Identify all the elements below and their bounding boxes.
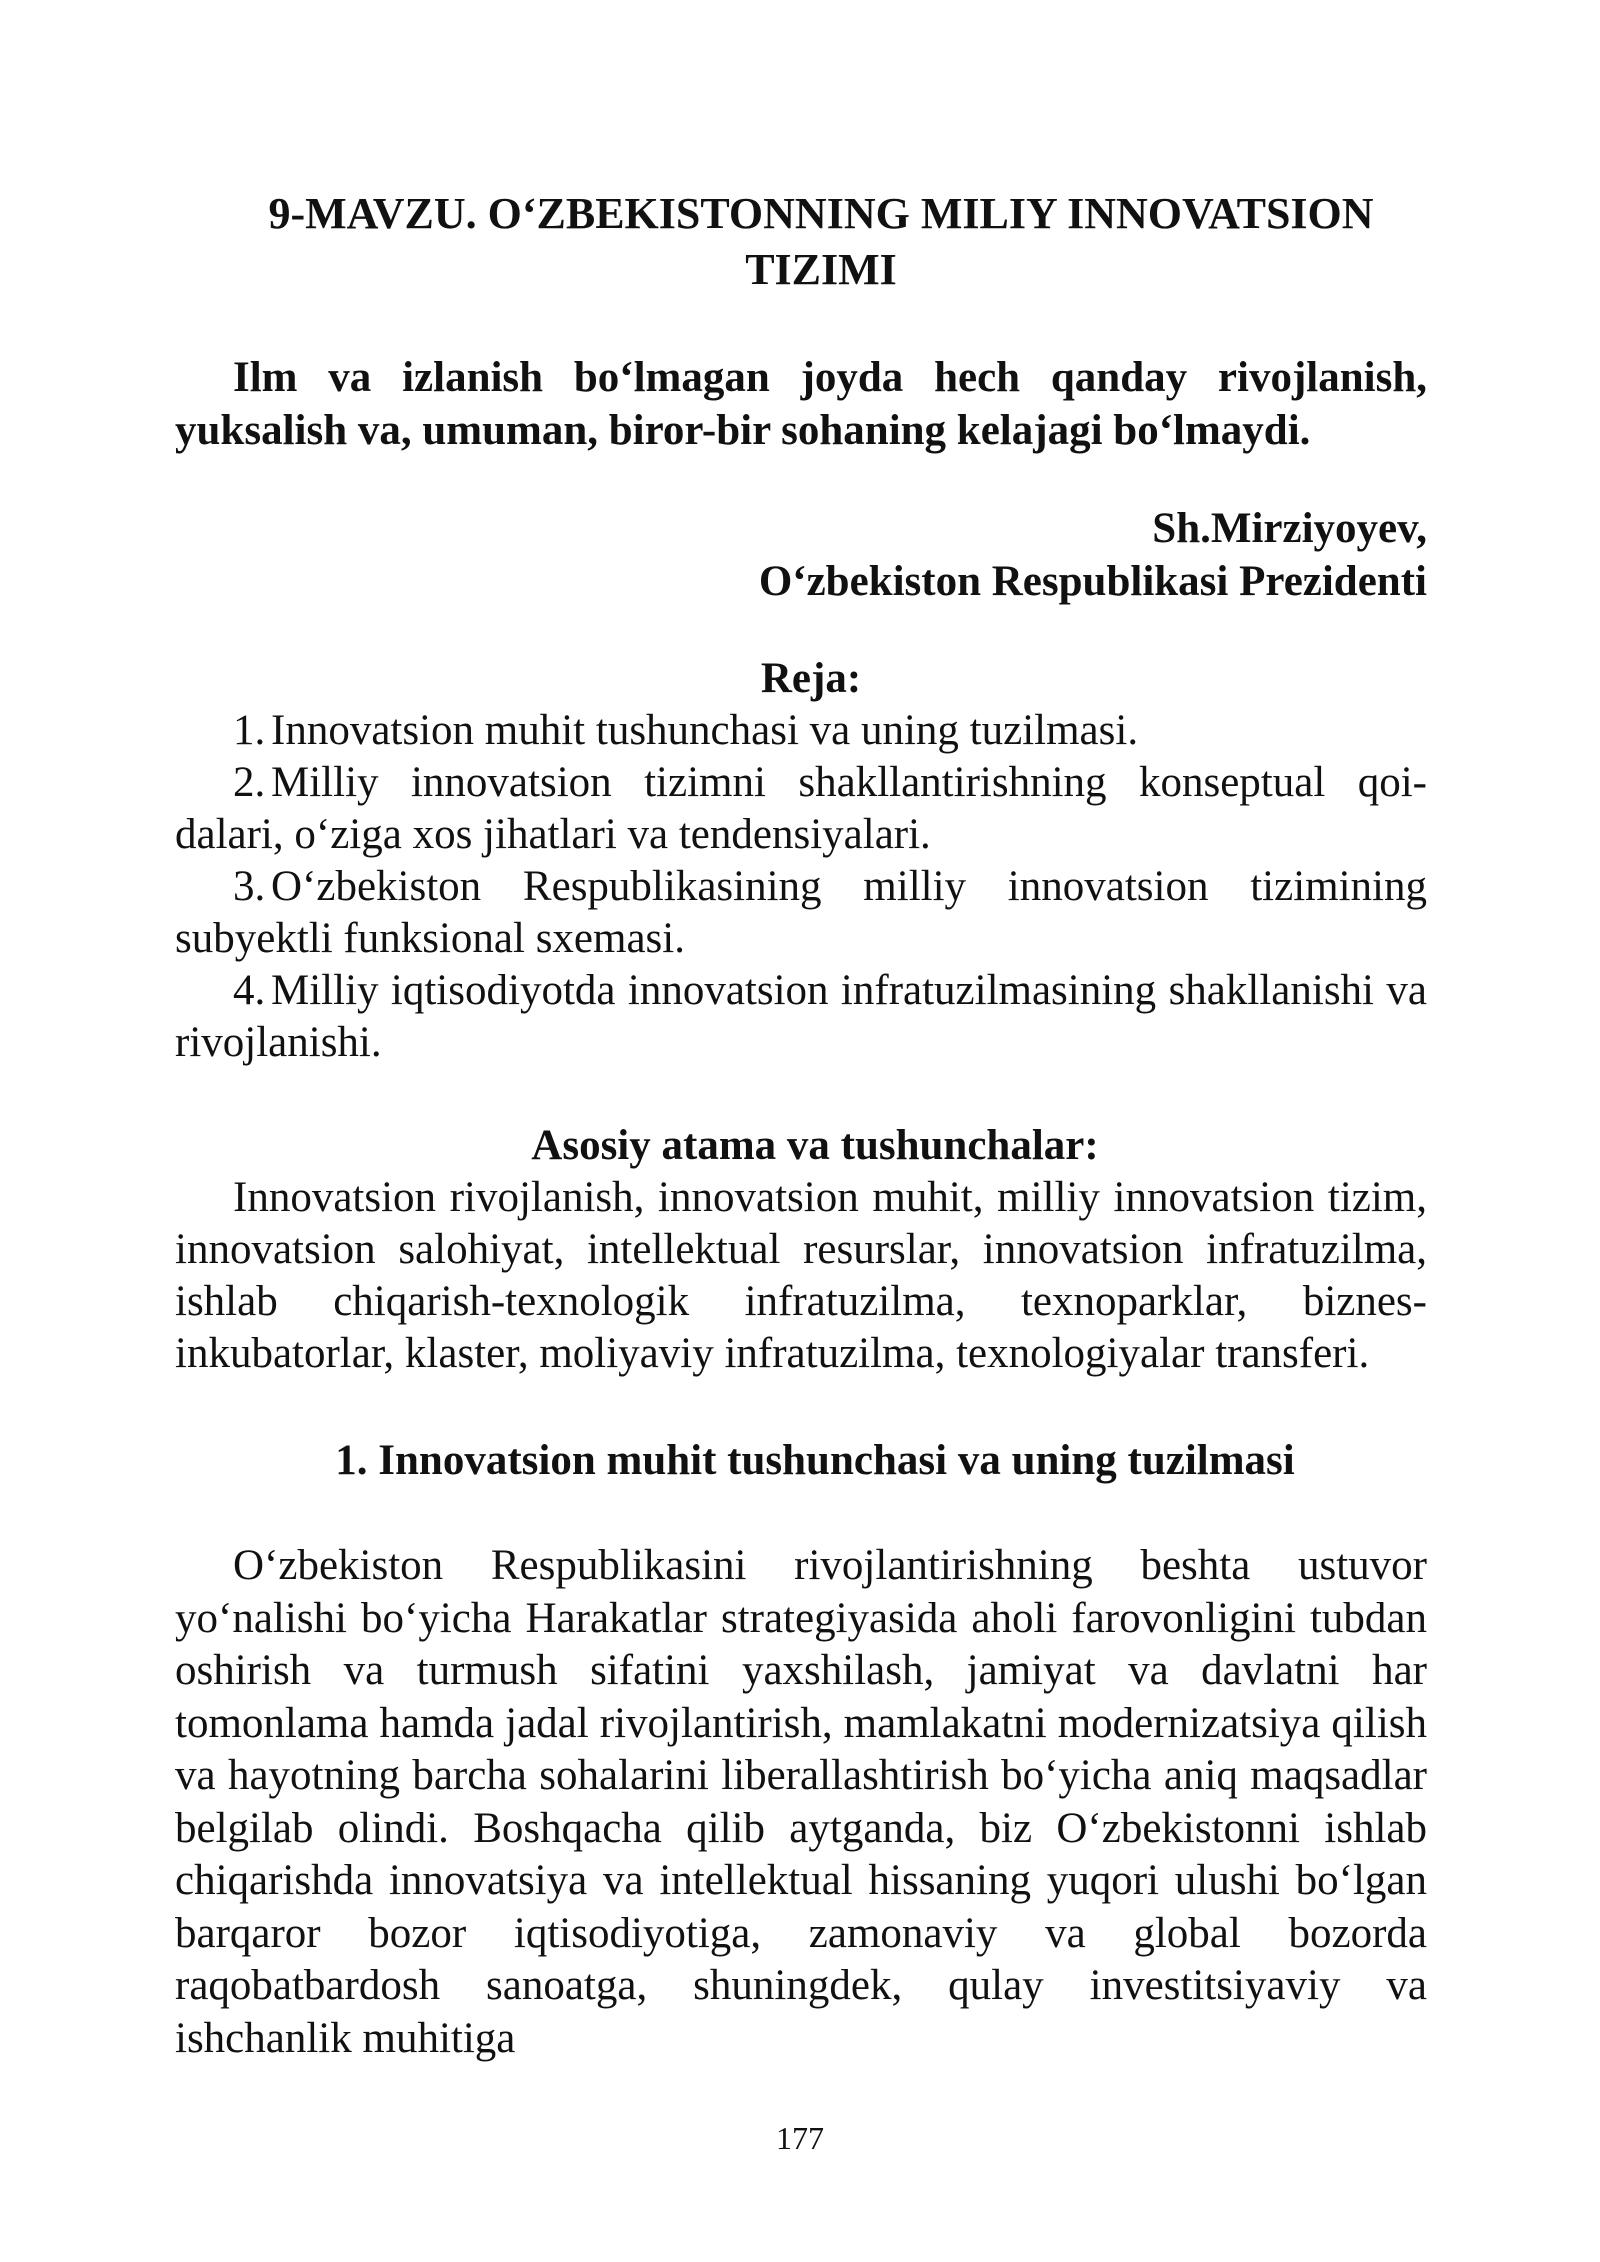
author-name: Sh.Mirziyoyev,	[1152, 505, 1427, 552]
epigraph-quote: Ilm va izlanish bo‘lmagan joyda hech qanday rivojlanish, yuksalish va, umuman, biror-bir sohaning kelajagi bo‘lmaydi.	[175, 354, 1427, 454]
plan-item-number: 1.	[233, 707, 266, 754]
plan-item-text: Milliy innovatsion tizimni shakllantirishning konseptual qoi-dalari, o‘ziga xos jihatlari va tendensiyalari.	[175, 759, 1427, 858]
body-paragraph: O‘zbekiston Respublikasini rivojlantirishning beshta ustuvor yo‘nalishi bo‘yicha Harakatlar strategiyasida aholi farovonligini tubdan oshirish va turmush sifatini yaxshilash, jamiyat va davlatni har tomonlama hamda jadal rivojlantirish, mamlakatni modernizatsiya qilish va hayotning barcha sohalarini liberallashtirish bo‘yicha aniq maqsadlar belgilab olindi. Boshqacha qilib aytganda, biz O‘zbekistonni ishlab chiqarishda innovatsiya va intellektual hissaning yuqori ulushi bo‘lgan barqaror bozor iqtisodiyotiga, zamonaviy va global bozorda raqobatbardosh sanoatga, shuningdek, qulay investitsiyaviy va ishchanlik muhitiga	[175, 1542, 1427, 2062]
author-role: O‘zbekiston Respublikasi Prezidenti	[758, 558, 1427, 605]
plan-title: Reja:	[760, 655, 862, 702]
chapter-title: 9-MAVZU. O‘ZBEKISTONNING MILIY INNOVATSION TIZIMI	[268, 189, 1374, 294]
plan-list	[175, 705, 1427, 1069]
plan-item-number: 2.	[233, 759, 266, 806]
plan-item	[175, 861, 1427, 965]
section-heading: 1. Innovatsion muhit tushunchasi va uning tuzilmasi	[335, 1437, 1295, 1484]
plan-item-text: Milliy iqtisodiyotda innovatsion infratuzilmasining shakllanishi va rivojlanishi.	[175, 967, 1427, 1066]
plan-item-text: Innovatsion muhit tushunchasi va uning tuzilmasi.	[271, 707, 1139, 754]
plan-item	[175, 705, 1427, 757]
plan-item	[175, 965, 1427, 1069]
page-content	[175, 186, 1427, 2065]
plan-item-number: 3.	[233, 863, 266, 910]
epigraph-attribution	[175, 502, 1427, 608]
plan-item-number: 4.	[233, 967, 266, 1014]
plan-item-text: O‘zbekiston Respublikasining milliy innovatsion tizimining subyektli funksional sxemasi.	[175, 863, 1427, 962]
page-number: 177	[776, 2120, 824, 2156]
key-terms-text: Innovatsion rivojlanish, innovatsion muhit, milliy innovatsion tizim, innovatsion salohiyat, intellektual resurslar, innovatsion infratuzilma, ishlab chiqarish-texnologik infratuzilma, texnoparklar, biznes-inkubatorlar, klaster, moliyaviy infratuzilma, texnologiyalar transferi.	[175, 1174, 1427, 1377]
key-terms-title: Asosiy atama va tushunchalar:	[531, 1122, 1099, 1169]
plan-item	[175, 757, 1427, 861]
